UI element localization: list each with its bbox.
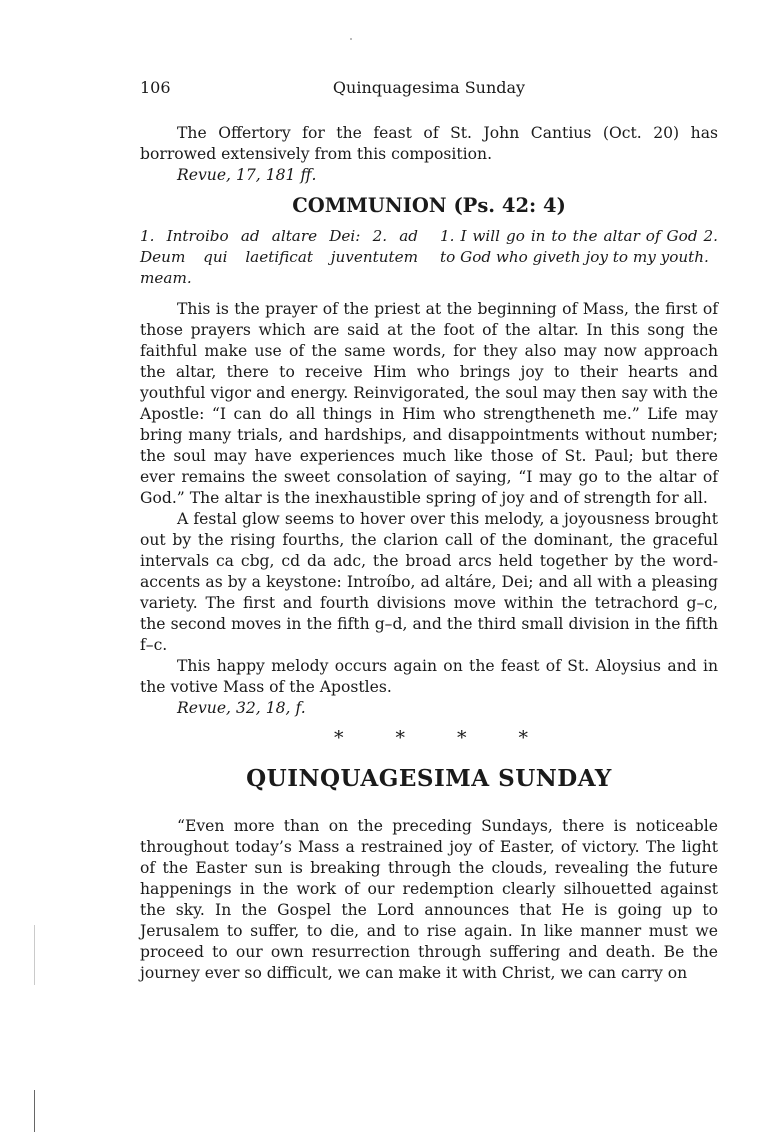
separator-star: * — [334, 727, 344, 749]
running-title: Quinquagesima Sunday — [332, 78, 526, 97]
chapter-heading: QUINQUAGESIMA SUNDAY — [246, 765, 612, 792]
section-separator — [334, 727, 528, 751]
offertory-note: The Offertory for the feast of St. John Cantius (Oct. 20) has borrowed extensively from this composition. — [140, 124, 718, 163]
separator-star: * — [395, 727, 405, 749]
binding-margin-line — [34, 1090, 35, 1132]
running-head — [140, 78, 718, 102]
binding-margin-line — [34, 925, 35, 985]
communion-title: COMMUNION — [292, 194, 447, 217]
revue-reference — [177, 165, 718, 186]
commentary-paragraph: A festal glow seems to hover over this melody, a joyousness brought out by the rising fourths, the clarion call of the dominant, the graceful intervals ca cbg, cd da adc, the broad arcs held together by the word-accents as by a keystone: Introíbo, ad altáre, Dei; and all with a pleasing variety. The first and fourth divisions move within the tetrachord g–c, the second moves in the fifth g–d, and the third small division in the fifth f–c. — [140, 510, 718, 654]
communion-psalm-ref: (Ps. 42: 4) — [453, 194, 566, 217]
latin-verse: 1. Introibo ad altare Dei: 2. ad Deum qui laetificat juventutem meam. — [140, 227, 418, 287]
revue-reference-text: Revue, 32, 18, f. — [177, 699, 306, 717]
communion-heading — [140, 194, 718, 217]
commentary-paragraph: This happy melody occurs again on the feast of St. Aloysius and in the votive Mass of the Apostles. — [140, 657, 718, 696]
revue-reference — [177, 698, 718, 719]
scan-speck — [350, 38, 352, 40]
separator-star: * — [457, 727, 467, 749]
english-verse: 1. I will go in to the altar of God 2. to God who giveth joy to my youth. — [440, 227, 718, 266]
separator-star: * — [518, 727, 528, 749]
communion-text-columns — [140, 226, 718, 289]
chapter-paragraph: “Even more than on the preceding Sundays, there is noticeable throughout today’s Mass a restrained joy of Easter, of victory. The light of the Easter sun is breaking through the clouds, revealing the future happenings in the work of our redemption clearly silhouetted against the sky. In the Gospel the Lord announces that He is going up to Jerusalem to suffer, to die, and to rise again. In like manner must we proceed to our own resurrection through suffering and death. Be the journey ever so difficult, we can make it with Christ, we can carry on — [140, 817, 718, 982]
commentary-paragraph: This is the prayer of the priest at the beginning of Mass, the first of those prayers which are said at the foot of the altar. In this song the faithful make use of the same words, for they also may now approach the altar, there to receive Him who brings joy to their hearts and youthful vigor and energy. Reinvigorated, the soul may then say with the Apostle: “I can do all things in Him who strengtheneth me.” Life may bring many trials, and hardships, and disappointments without number; the soul may have experiences much like those of St. Paul; but there ever remains the sweet consolation of saying, “I may go to the altar of God.” The altar is the inexhaustible spring of joy and of strength for all. — [140, 300, 718, 507]
book-page — [140, 78, 718, 984]
latin-text — [140, 226, 418, 289]
revue-reference-text: Revue, 17, 181 ff. — [177, 166, 317, 184]
english-translation — [440, 226, 718, 289]
page-number: 106 — [140, 78, 171, 97]
